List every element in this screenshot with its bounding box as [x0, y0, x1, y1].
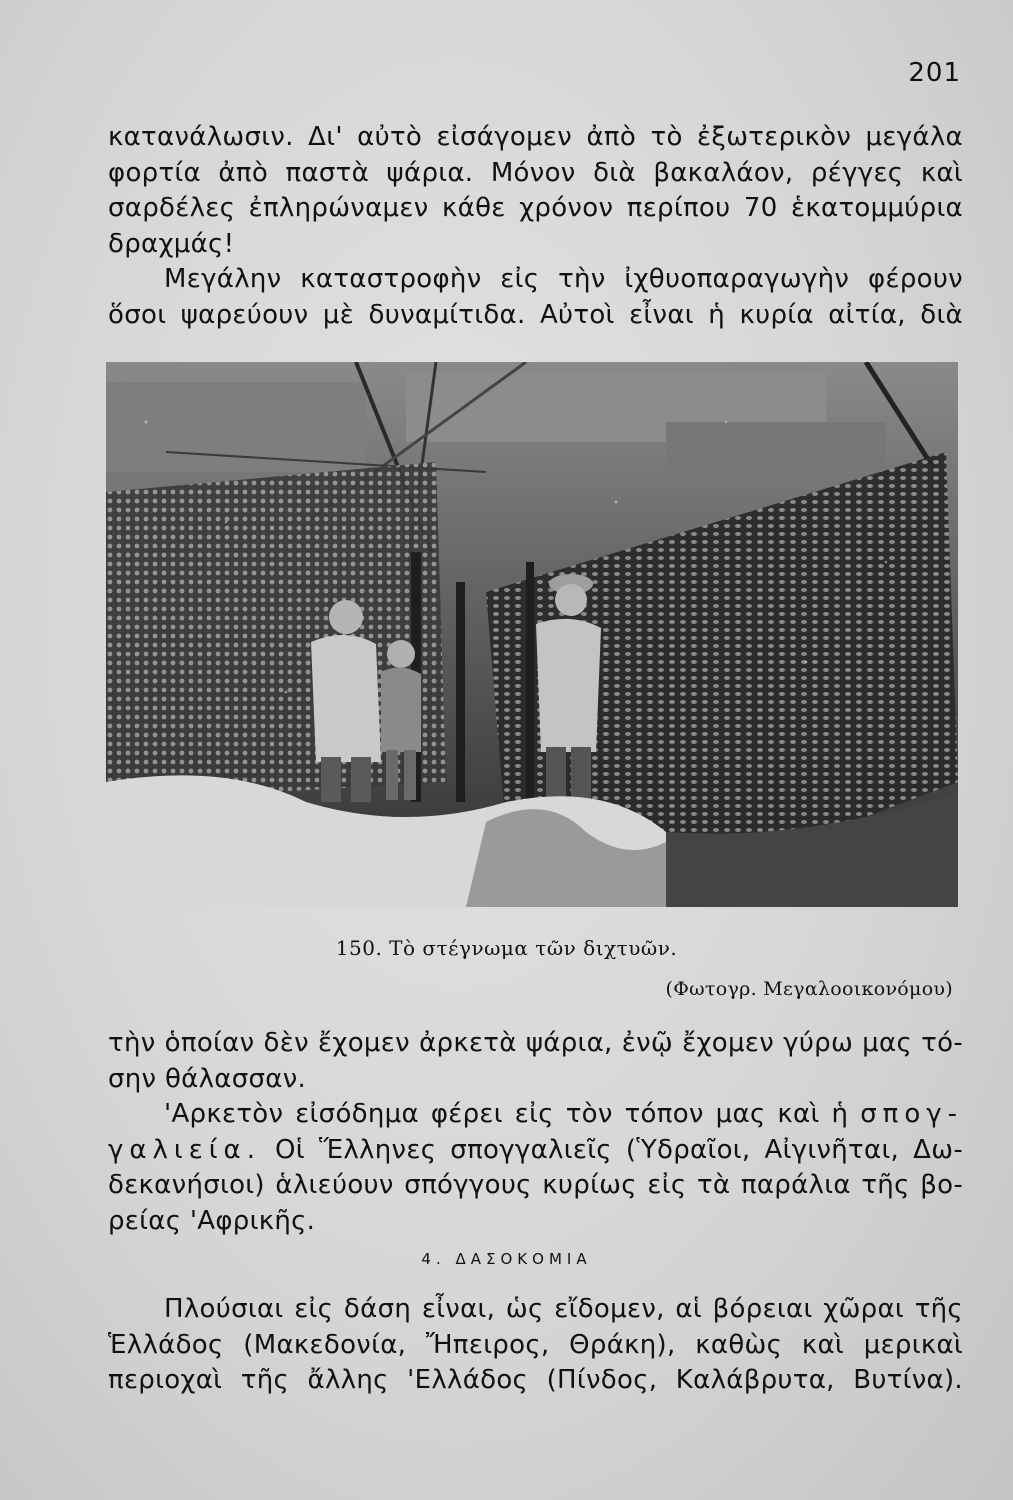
text-line: σαρδέλες ἐπληρώναμεν κάθε χρόνον περίπου 70 ἑκατομμύρια: [108, 193, 963, 223]
text-segment: Οἱ Ἕλληνες σπογγαλιεῖς (Ὑδραῖοι, Αἰγινῆται, Δω-: [275, 1134, 963, 1165]
paragraph-dynamite-fishing: [108, 262, 963, 333]
emphasized-term: σπογ-: [860, 1099, 963, 1129]
text-segment: 'Αρκετὸν εἰσόδημα φέρει εἰς τὸν τόπον μας καὶ ἡ: [164, 1099, 849, 1129]
text-line: κατανάλωσιν. Δι' αὐτὸ εἰσάγομεν ἀπὸ τὸ ἐξωτερικὸν μεγάλα: [108, 122, 963, 152]
paragraph-fish-shortage: [108, 1026, 963, 1097]
emphasized-term: γαλιεία.: [108, 1134, 261, 1165]
text-line: Πλούσιαι εἰς δάση εἶναι, ὡς εἴδομεν, αἱ βόρειαι χῶραι τῆς: [164, 1294, 963, 1324]
photo-credit: (Φωτογρ. Μεγαλοοικονόμου): [665, 978, 953, 1000]
text-line: ὅσοι ψαρεύουν μὲ δυναμίτιδα. Αὐτοὶ εἶναι ἡ κυρία αἰτία, διὰ: [108, 299, 963, 330]
paragraph-forests: [108, 1292, 963, 1399]
photograph-drying-nets-image: [106, 362, 958, 907]
section-heading: 4. ΔΑΣΟΚΟΜΙΑ: [421, 1250, 592, 1268]
text-line: Ἑλλάδος (Μακεδονία, Ἤπειρος, Θράκη), καθὼς καὶ μερικαὶ: [108, 1329, 963, 1360]
text-line: Μεγάλην καταστροφὴν εἰς τὴν ἰχθυοπαραγωγὴν φέρουν: [164, 264, 963, 294]
text-line: [108, 1133, 963, 1169]
text-line: δεκανήσιοι) ἁλιεύουν σπόγγους κυρίως εἰς τὰ παράλια τῆς βο-: [108, 1170, 963, 1200]
paragraph-sponge-fishing: [108, 1097, 963, 1239]
paragraph-fish-imports: [108, 120, 963, 262]
text-line: τὴν ὁποίαν δὲν ἔχομεν ἀρκετὰ ψάρια, ἐνῷ ἔχομεν γύρω μας τό-: [108, 1028, 963, 1058]
page-number: 201: [908, 58, 961, 88]
text-line: δραχμάς!: [108, 228, 235, 259]
text-line: περιοχαὶ τῆς ἄλλης 'Ελλάδος (Πίνδος, Καλάβρυτα, Βυτίνα).: [108, 1365, 963, 1395]
text-line: [108, 1097, 963, 1133]
text-line: ρείας 'Αφρικῆς.: [108, 1205, 316, 1236]
text-line: φορτία ἀπὸ παστὰ ψάρια. Μόνον διὰ βακαλάον, ρέγγες καὶ: [108, 157, 963, 188]
figure-caption: 150. Τὸ στέγνωμα τῶν διχτυῶν.: [335, 936, 678, 960]
text-line: σην θάλασσαν.: [108, 1063, 307, 1094]
photograph-drying-nets: [106, 362, 958, 907]
